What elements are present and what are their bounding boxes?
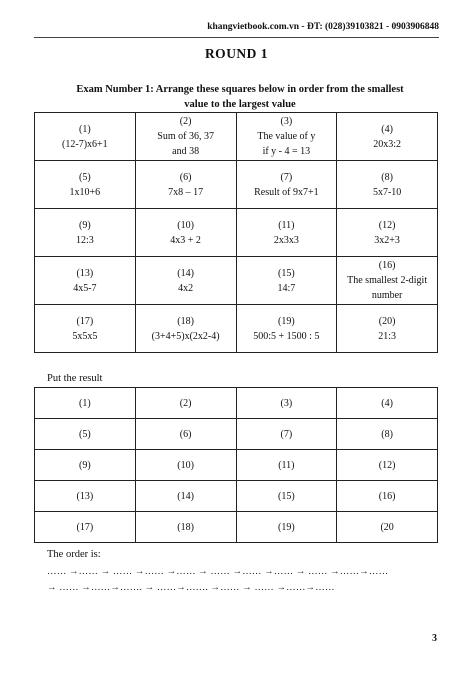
question-cell-5	[35, 161, 136, 209]
result-cell[interactable]: (9)	[35, 450, 136, 481]
result-table	[34, 387, 438, 543]
result-cell[interactable]: (6)	[135, 419, 236, 450]
question-expression: 20x3:2	[373, 138, 402, 150]
question-expression: 21:3	[378, 330, 397, 342]
result-cell[interactable]: (19)	[236, 512, 337, 543]
question-expression-cont: if y - 4 = 13	[262, 146, 311, 157]
result-cell[interactable]: (12)	[337, 450, 438, 481]
question-number: (6)	[179, 171, 192, 183]
page-header: khangvietbook.com.vn - ĐT: (028)39103821 - 0903906848	[207, 22, 439, 32]
question-expression: 3x2+3	[374, 234, 400, 246]
question-cell-1	[35, 113, 136, 161]
question-number: (8)	[381, 171, 393, 183]
result-cell[interactable]: (11)	[236, 450, 337, 481]
question-expression: 1x10+6	[69, 186, 101, 198]
question-number: (15)	[278, 267, 295, 279]
question-number: (2)	[179, 116, 192, 127]
result-cell[interactable]: (14)	[135, 481, 236, 512]
question-expression: 5x7-10	[372, 186, 402, 198]
result-cell[interactable]: (17)	[35, 512, 136, 543]
put-result-label: Put the result	[47, 373, 103, 384]
question-number: (14)	[177, 267, 194, 279]
result-row	[35, 450, 438, 481]
question-cell-19	[236, 305, 337, 353]
question-expression: 12:3	[75, 234, 94, 246]
question-number: (18)	[177, 315, 194, 327]
result-cell[interactable]: (1)	[35, 388, 136, 419]
result-cell[interactable]: (10)	[135, 450, 236, 481]
question-cell-12	[337, 209, 438, 257]
question-cell-10	[135, 209, 236, 257]
question-row	[35, 209, 438, 257]
question-expression: 2x3x3	[273, 234, 299, 246]
result-row	[35, 419, 438, 450]
question-row	[35, 113, 438, 161]
question-number: (9)	[79, 219, 91, 231]
question-expression: The smallest 2-digit	[347, 275, 428, 286]
question-number: (5)	[79, 171, 91, 183]
question-number: (7)	[280, 171, 293, 183]
exam-instruction-line-2: value to the largest value	[184, 99, 296, 110]
page-number: 3	[432, 633, 437, 644]
order-answer-line-1[interactable]: …… →…… → …… →…… →…… → …… →…… →…… → …… →……→……	[47, 567, 389, 577]
question-number: (20)	[378, 315, 396, 327]
question-expression: Sum of 36, 37	[157, 131, 214, 142]
question-number: (13)	[76, 267, 94, 279]
order-answer-line-2[interactable]: → …… →……→……. → ……→……. →…… → …… →……→……	[47, 583, 335, 593]
question-cell-20	[337, 305, 438, 353]
question-expression: (12-7)x6+1	[62, 138, 108, 150]
question-cell-17	[35, 305, 136, 353]
question-cell-11	[236, 209, 337, 257]
question-row	[35, 161, 438, 209]
question-number: (12)	[378, 219, 396, 231]
question-cell-9	[35, 209, 136, 257]
question-cell-7	[236, 161, 337, 209]
result-cell[interactable]: (20	[337, 512, 438, 543]
question-expression-cont: and 38	[172, 146, 200, 157]
question-number: (19)	[278, 315, 295, 327]
question-expression: 4x5-7	[73, 282, 97, 294]
result-cell[interactable]: (15)	[236, 481, 337, 512]
question-cell-16	[337, 257, 438, 305]
question-expression: 5x5x5	[72, 330, 98, 342]
order-label: The order is:	[47, 549, 101, 560]
result-cell[interactable]: (16)	[337, 481, 438, 512]
question-number: (1)	[79, 123, 91, 135]
question-row	[35, 305, 438, 353]
question-expression: 500:5 + 1500 : 5	[253, 330, 320, 342]
question-cell-8	[337, 161, 438, 209]
question-expression: Result of 9x7+1	[254, 186, 319, 198]
result-cell[interactable]: (3)	[236, 388, 337, 419]
question-cell-3	[236, 113, 337, 161]
question-row	[35, 257, 438, 305]
question-table	[34, 112, 438, 353]
question-cell-14	[135, 257, 236, 305]
result-cell[interactable]: (13)	[35, 481, 136, 512]
question-cell-6	[135, 161, 236, 209]
question-number: (4)	[381, 123, 393, 135]
question-number: (17)	[76, 315, 94, 327]
question-cell-15	[236, 257, 337, 305]
result-cell[interactable]: (5)	[35, 419, 136, 450]
result-cell[interactable]: (7)	[236, 419, 337, 450]
question-cell-4	[337, 113, 438, 161]
question-number: (3)	[280, 116, 293, 127]
header-divider	[34, 37, 439, 38]
question-expression-cont: number	[371, 290, 403, 301]
question-cell-13	[35, 257, 136, 305]
result-cell[interactable]: (4)	[337, 388, 438, 419]
question-cell-18	[135, 305, 236, 353]
result-row	[35, 388, 438, 419]
question-expression: 14:7	[277, 282, 296, 294]
result-cell[interactable]: (2)	[135, 388, 236, 419]
question-expression: (3+4+5)x(2x2-4)	[151, 330, 220, 342]
result-cell[interactable]: (8)	[337, 419, 438, 450]
question-number: (16)	[378, 260, 396, 271]
question-cell-2	[135, 113, 236, 161]
question-number: (11)	[278, 219, 295, 231]
question-expression: 4x3 + 2	[170, 234, 201, 246]
result-row	[35, 481, 438, 512]
exam-instruction	[40, 82, 440, 112]
round-title: ROUND 1	[204, 46, 269, 61]
question-expression: 4x2	[178, 282, 194, 294]
result-cell[interactable]: (18)	[135, 512, 236, 543]
result-row	[35, 512, 438, 543]
exam-instruction-line-1: Exam Number 1: Arrange these squares below in order from the smallest	[76, 84, 404, 95]
question-expression: The value of y	[257, 131, 316, 142]
question-expression: 7x8 – 17	[168, 186, 204, 198]
question-number: (10)	[177, 219, 194, 231]
